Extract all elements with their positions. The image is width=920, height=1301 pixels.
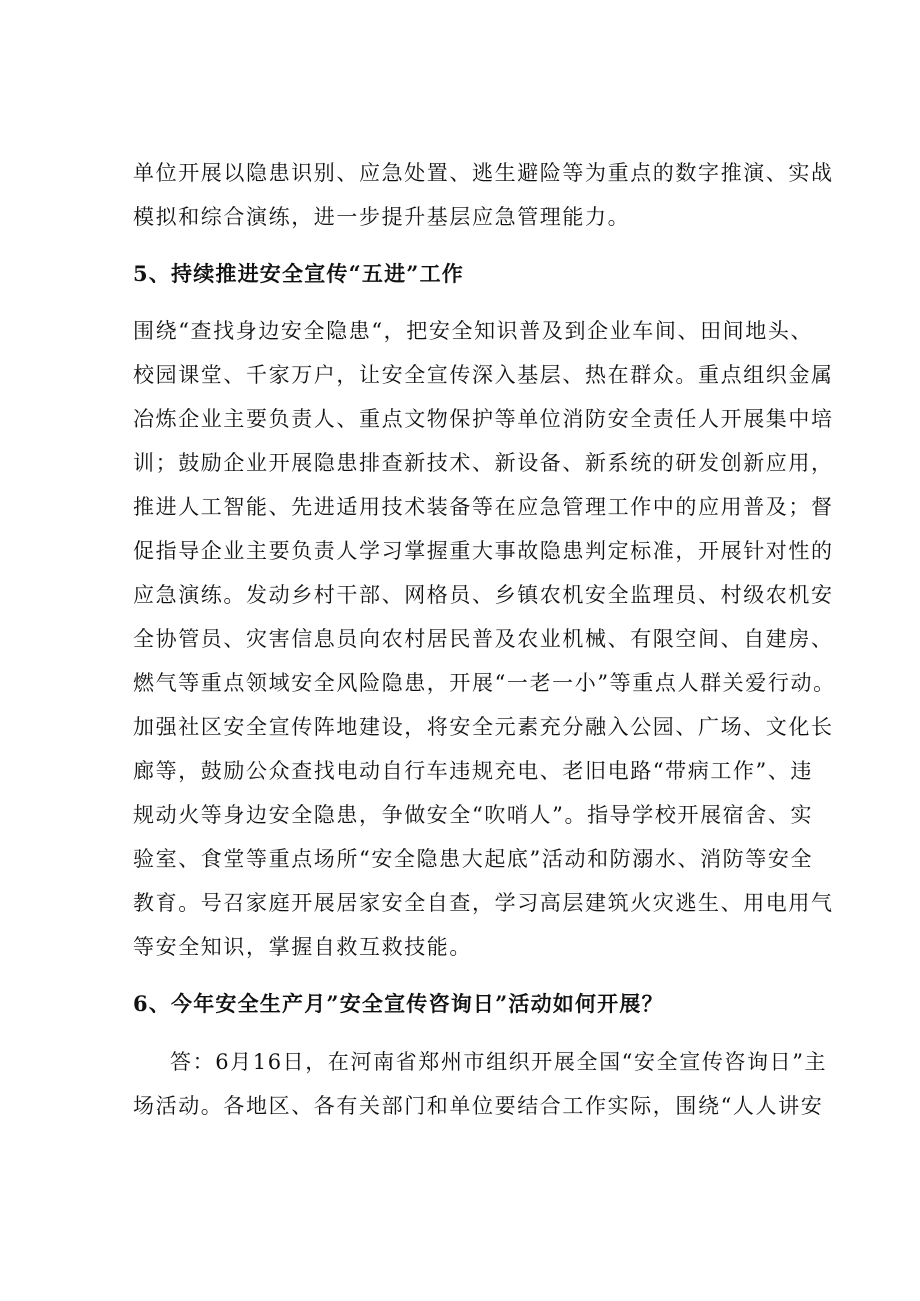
paragraph-line: 训；鼓励企业开展隐患排查新技术、新设备、新系统的研发创新应用，	[133, 451, 834, 475]
paragraph-line: 冶炼企业主要负责人、重点文物保护等单位消防安全责任人开展集中培	[133, 407, 834, 431]
paragraph-line: 应急演练。发动乡村干部、网格员、乡镇农机安全监理员、村级农机安	[133, 583, 834, 607]
paragraph-line: 全协管员、灾害信息员向农村居民普及农业机械、有限空间、自建房、	[133, 627, 834, 651]
paragraph-line: 单位开展以隐患识别、应急处置、逃生避险等为重点的数字推演、实战	[133, 161, 834, 185]
paragraph-line: 场活动。各地区、各有关部门和单位要结合工作实际，围绕“人人讲安	[133, 1094, 824, 1118]
paragraph-line: 围绕“查找身边安全隐患“，把安全知识普及到企业车间、田间地头、	[133, 319, 814, 343]
paragraph-line: 等安全知识，掌握自救互救技能。	[133, 935, 472, 959]
paragraph-line: 模拟和综合演练，进一步提升基层应急管理能力。	[133, 205, 631, 229]
paragraph-line: 廊等，鼓励公众查找电动自行车违规充电、老旧电路“带病工作”、违	[133, 759, 814, 783]
paragraph-line: 答：6月16日，在河南省郑州市组织开展全国“安全宣传咨询日”主	[170, 1050, 828, 1074]
paragraph-line: 推进人工智能、先进适用技术装备等在应急管理工作中的应用普及；督	[133, 495, 834, 519]
paragraph-line: 促指导企业主要负责人学习掌握重大事故隐患判定标准，开展针对性的	[133, 539, 834, 563]
paragraph-line: 教育。号召家庭开展居家安全自查，学习高层建筑火灾逃生、用电用气	[133, 891, 834, 915]
section-heading-6: 6、今年安全生产月”安全宣传咨询日”活动如何开展？	[133, 991, 664, 1016]
paragraph-line: 验室、食堂等重点场所“安全隐患大起底”活动和防溺水、消防等安全	[133, 847, 814, 871]
paragraph-line: 校园课堂、千家万户，让安全宣传深入基层、热在群众。重点组织金属	[133, 363, 834, 387]
section-heading-5: 5、持续推进安全宣传“五进”工作	[133, 261, 464, 286]
paragraph-line: 加强社区安全宣传阵地建设，将安全元素充分融入公园、广场、文化长	[133, 715, 834, 739]
paragraph-line: 燃气等重点领域安全风险隐患，开展“一老一小”等重点人群关爱行动。	[133, 671, 836, 695]
paragraph-line: 规动火等身边安全隐患，争做安全“吹哨人”。指导学校开展宿舍、实	[133, 803, 814, 827]
